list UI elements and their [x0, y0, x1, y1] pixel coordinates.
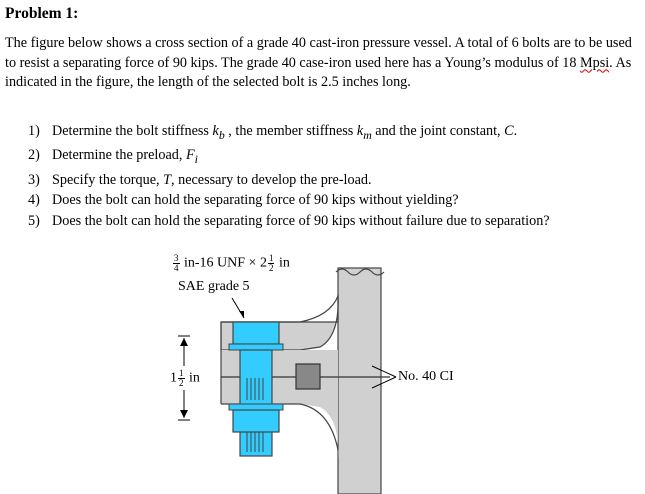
- question-text: Determine the bolt stiffness: [52, 123, 213, 139]
- fraction-num: 1: [179, 368, 184, 378]
- symbol: C: [504, 123, 514, 139]
- question-text: Specify the torque,: [52, 171, 164, 188]
- symbol: F: [185, 147, 195, 164]
- statement-text: The figure below shows a cross section of a grade 40 cast-iron pressure vessel. A total of 6 bolts are to be used to resist a separating force of 90 kips. The grade 40 case-iron used here has a Young’s modulus of 18: [5, 35, 632, 71]
- symbol: k: [212, 123, 219, 139]
- question-text: Determine the preload,: [52, 147, 186, 164]
- grip-arrow-up: [180, 338, 188, 346]
- question-text: , the member stiffness: [224, 123, 357, 139]
- bolt-spec-text: in-16 UNF × 2: [180, 255, 267, 271]
- symbol-sub: b: [218, 127, 225, 142]
- question-text: .: [513, 123, 518, 139]
- symbol-sub: m: [363, 127, 372, 142]
- symbol: k: [356, 123, 364, 139]
- statement-text-end: . As indicated in the figure, the length of the selected bolt is 2.5 inches long.: [5, 54, 632, 91]
- fraction-den: 2: [268, 263, 274, 273]
- question-number: 2): [28, 147, 40, 164]
- question-text: and the joint constant,: [371, 123, 505, 139]
- grade-label: SAE grade 5: [178, 279, 250, 294]
- question-number: 5): [28, 212, 40, 229]
- gasket: [296, 364, 320, 389]
- fraction-den: 2: [179, 378, 184, 388]
- washer-top: [229, 344, 283, 350]
- question-number: 1): [28, 123, 40, 139]
- symbol-sub: i: [194, 152, 198, 167]
- grip-unit: in: [185, 370, 200, 386]
- nut: [233, 410, 279, 432]
- question-text: , necessary to develop the pre-load.: [171, 171, 372, 188]
- grip-arrow-down: [180, 410, 188, 418]
- bolt-shank: [240, 350, 272, 456]
- problem-heading: Problem 1:: [5, 5, 79, 22]
- fraction-num: 1: [268, 253, 274, 263]
- vessel-wall: [338, 268, 381, 494]
- material-label: No. 40 CI: [398, 369, 454, 384]
- grip-whole: 1: [170, 370, 177, 386]
- fraction-den: 4: [174, 263, 179, 273]
- question-number: 4): [28, 192, 40, 209]
- question-text: Does the bolt can hold the separating force of 90 kips without yielding?: [52, 192, 459, 209]
- fraction-num: 3: [174, 253, 179, 263]
- symbol: T: [163, 171, 171, 188]
- statement-unit: Mpsi: [580, 54, 610, 71]
- question-number: 3): [28, 171, 40, 188]
- bolt-spec-unit: in: [275, 255, 290, 271]
- washer-bottom: [229, 404, 283, 410]
- bolt-head: [233, 322, 279, 344]
- question-text: Does the bolt can hold the separating force of 90 kips without failure due to separation?: [52, 212, 550, 229]
